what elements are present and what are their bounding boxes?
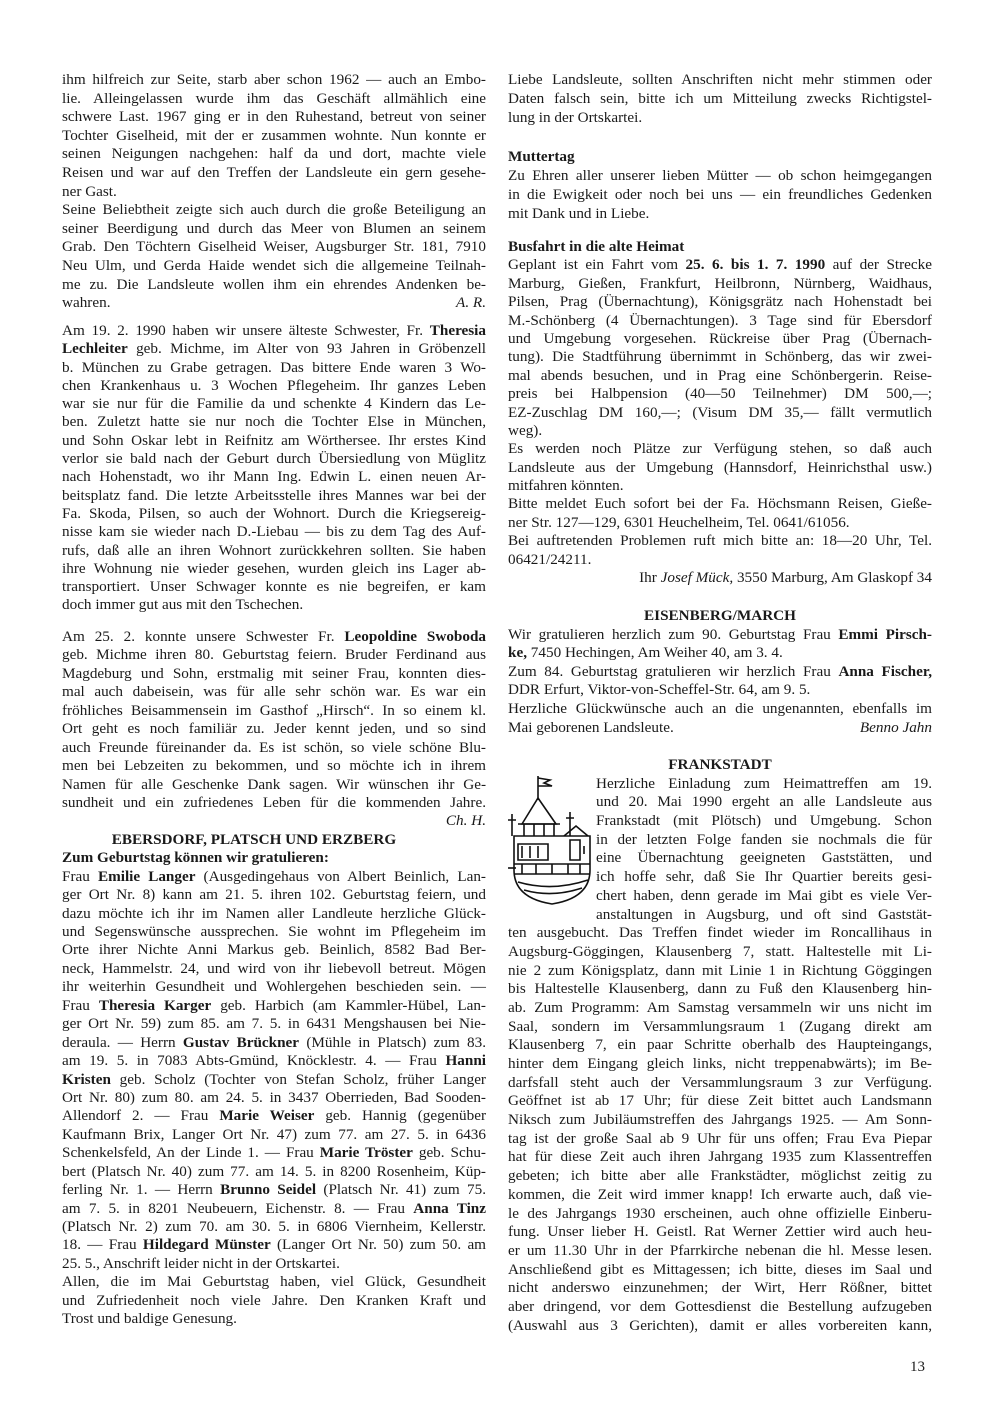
- paragraph: [62, 71, 486, 201]
- article-obituary-lechleiter: [62, 322, 486, 615]
- text-line: in die Ewigkeit oder noch bei uns — ein freundliches Gedenken: [508, 186, 932, 203]
- text-run: 7450 Hechingen, Am Weiher 40, am 3. 4.: [526, 644, 783, 662]
- text-run: geb. Michme, im Alter von 93 Jahren in Gröbenzell: [127, 340, 486, 358]
- text-line: beitsplatz fand. Die letzte Arbeitsstelle ihres Mannes war bei der: [62, 486, 486, 504]
- text-line: Pilsen, Prag (Übernachtung), Königsgrätz nach Hohenstadt bei: [508, 293, 932, 311]
- paragraph: [62, 201, 486, 313]
- text-line: [62, 628, 486, 646]
- text-line: Magdeburg und Sohn, erstmalig mit seiner Frau, konnten dies-: [62, 664, 486, 682]
- text-line: [62, 997, 486, 1015]
- text-run: Frau: [62, 867, 98, 885]
- text-line: geb. Michme ihren 80. Geburtstag feiern. Bruder Ferdinand aus: [62, 646, 486, 664]
- paragraph: [508, 924, 932, 1335]
- paragraph: [62, 628, 486, 831]
- text-line: doch immer gut aus mit den Tschechen.: [62, 596, 304, 614]
- section-heading: EBERSDORF, PLATSCH UND ERZBERG: [111, 830, 397, 848]
- text-line: Fa. Skoda, Pilsen, so auch der Wohnort. Durch die Kriegsereig-: [62, 504, 486, 522]
- text-line: gebeten; ich bitte aber alle Frankstädter, möglichst zeitig zu: [508, 1167, 932, 1185]
- bold-name: Theresia: [429, 322, 486, 339]
- text-line: dazu möchte ich ihr im Namen aller Landleute herzliche Glück-: [62, 904, 486, 922]
- text-line: Ort geht es noch familiär zu. Jeder kennt jeden, und so sind: [62, 720, 486, 738]
- text-line: chen Krankenhaus u. 3 Wochen Pflegeheim. Ihr ganzes Leben: [62, 376, 486, 394]
- text-line: ben. Zuletzt hatte sie nur noch die Tochter Else in München,: [62, 413, 486, 431]
- text-line: [508, 719, 932, 738]
- text-line: ner Gast.: [62, 182, 117, 200]
- paragraph: [508, 700, 932, 737]
- author-signature: Benno Jahn: [859, 718, 932, 736]
- text-line: ger Ort Nr. 8) kann am 21. 5. ihren 102. Geburtstag feiern, und: [62, 886, 486, 904]
- text-line: Grab. Den Töchtern Giselheid Weiser, Augsburger Str. 181, 7910: [62, 238, 486, 256]
- text-line: Zu Ehren aller unserer lieben Mütter — ob schon heimgegangen: [508, 167, 932, 184]
- text-line: hat für diese Zeit auch ihren Jahrgang 1935 zum Klassentreffen: [508, 1148, 932, 1166]
- bold-name: Hanni: [445, 1052, 486, 1070]
- text-line: Trost und baldige Genesung.: [62, 1310, 237, 1328]
- subheading: Busfahrt in die alte Heimat: [508, 238, 685, 255]
- text-line: und Segenswünsche aussprechen. Sie wohnt im Pflegeheim im: [62, 923, 486, 940]
- text-line: ab. Zum Programm: Am Samstag versammeln wir uns nicht im: [508, 998, 932, 1016]
- text-line: fröhliches Beisammensein im Gasthof „Hirsch“. In so einem kl.: [62, 701, 486, 719]
- text-run: geb. Scholz (Tochter von Stefan Scholz, früher Langer: [110, 1070, 486, 1088]
- section-busfahrt: [508, 238, 932, 587]
- bold-name: Marie Weiser: [219, 1107, 315, 1125]
- text-line: bis Haltestelle Klausenberg, dann zu Fuß den Klausenberg hin-: [508, 980, 932, 998]
- paragraph: [508, 532, 932, 569]
- page-number: 13: [910, 1359, 925, 1375]
- text-line: DDR Erfurt, Viktor-von-Scheffel-Str. 64, am 9. 5.: [508, 681, 811, 699]
- text-line: [62, 294, 486, 313]
- text-line: aber dringend, vor dem Gottesdienst die Bestellung aufzugeben: [508, 1297, 932, 1315]
- text-line: preis bei Halbpension (40—50 Teilnehmer) DM 500,—;: [508, 385, 932, 403]
- bold-name: Lechleiter: [62, 340, 128, 358]
- text-line: EZ-Zuschlag DM 160,—; (Visum DM 35,— fällt vermutlich: [508, 403, 932, 421]
- bold-name: ke,: [508, 644, 527, 662]
- signature-line: [508, 569, 932, 587]
- section-heading: EISENBERG/MARCH: [644, 607, 796, 624]
- text-line: tag ist der große Saal ab 9 Uhr für uns offen; Frau Eva Piepar: [508, 1129, 932, 1147]
- text-line: in der letzten Folge fanden sie nochmals die für: [596, 830, 932, 848]
- text-line: darfsfall steht auch der Versammlungsraum 3 zur Verfügung.: [508, 1073, 932, 1091]
- text-line: hinter dem Eingang gleich links, nicht treppenabwärts); im Be-: [508, 1055, 932, 1072]
- text-line: sundheit und ein zufriedenes Leben für die kommenden Jahre.: [62, 793, 486, 811]
- bold-name: Emilie Langer: [97, 867, 196, 885]
- bold-name: Theresia Karger: [98, 996, 212, 1014]
- text-line: M.-Schönberg (4 Übernachtungen). 3 Tage sind für Ebersdorf: [508, 311, 932, 329]
- text-line: rufs, daß alle an ihren Wohnort zurückkehren sollten. Sie haben: [62, 541, 486, 559]
- text-run: Ihr: [639, 569, 661, 587]
- text-run: auf der Strecke: [825, 256, 933, 274]
- text-run: (Platsch Nr. 41) zum 75.: [316, 1181, 486, 1199]
- text-line: schwere Last. 1967 ging er in den Ruhestand, betreut von seiner: [62, 108, 486, 126]
- text-line: fung. Unser lieber H. Geistl. Rat Werner Zettier wird auch heu-: [508, 1223, 932, 1241]
- text-line: ihr weiterhin Gesundheit und Wohlergehen beschieden sein. —: [62, 978, 486, 996]
- text-line: Namen für alle Geschenke Dank sagen. Wir wünschen ihr Ge-: [62, 775, 486, 793]
- text-line: ihre Wohnung nie wieder gesehen, wurden gleich ins Lager ab-: [62, 559, 486, 577]
- text-line: 25. 5., Anschrift leider nicht in der Ortskartei.: [62, 1254, 340, 1272]
- text-line: [62, 812, 486, 830]
- text-run: (Ausgedingehaus von Albert Beinlich, Lan-: [195, 867, 486, 885]
- text-line: auch Freunde füreinander da. Es ist schön, so viele schöne Blu-: [62, 738, 486, 756]
- text-line: weg).: [508, 421, 543, 439]
- text-run: wahren.: [62, 294, 111, 312]
- bold-name: Brunno Seidel: [220, 1181, 317, 1199]
- text-line: le des Jahrgangs 1930 erscheinen, auch ohne offizielle Einberu-: [508, 1204, 932, 1222]
- text-line: [62, 322, 486, 340]
- author-signature: A. R.: [456, 294, 486, 312]
- text-run: Mai geborenen Landsleute.: [508, 718, 674, 736]
- author-signature: Ch. H.: [445, 812, 486, 830]
- text-line: [62, 1071, 486, 1089]
- bold-name: Marie Tröster: [319, 1144, 413, 1162]
- text-line: ich hoffe sehr, daß Sie Ihr Quartier bereits gesi-: [596, 868, 932, 886]
- text-line: Neu Ulm, und Gerda Haide wendet sich die allgemeine Teilnah-: [62, 256, 486, 274]
- text-run: (Langer Ort Nr. 50) zum 50. am: [270, 1236, 486, 1254]
- text-line: und Sohn Oskar lebt in Reifnitz am Wörthersee. Ihr erstes Kind: [62, 431, 486, 449]
- text-line: mal abends besuchen, und in Prag eine Schönbergerin. Reise-: [508, 366, 932, 384]
- text-run: deraula. — Herrn: [62, 1033, 183, 1051]
- text-line: ger Ort Nr. 59) zum 85. am 7. 5. in 6431 Mengshausen bei Nie-: [62, 1015, 486, 1033]
- text-line: und Zufriedenheit noch viele Jahre. Den Kranken Kraft und: [62, 1291, 486, 1309]
- text-run: Schenkelsfeld, An der Linde 1. — Frau: [62, 1144, 320, 1162]
- text-run: Wir gratulieren herzlich zum 90. Geburtstag Frau: [508, 625, 839, 643]
- text-line: lie. Alleingelassen wurde ihm das Geschäft allmählich eine: [62, 89, 486, 107]
- text-run: geb. Hannig (gegenüber: [314, 1107, 486, 1125]
- text-line: nach Hohenstadt, wo ihr Mann Ing. Edwin L. einen neuen Ar-: [62, 468, 486, 486]
- text-line: Landsleute aus der Umgebung (Hannsdorf, Heinrichsthal usw.): [508, 458, 932, 476]
- text-line: seiner Beerdigung und durch das Meer von Blumen an seinem: [62, 219, 486, 237]
- text-run: geb. Schu-: [412, 1144, 486, 1162]
- bold-name: Hildegard Münster: [142, 1236, 271, 1254]
- text-line: Augsburg-Göggingen, Klausenberg 7, statt. Haltestelle mit Li-: [508, 942, 932, 960]
- text-line: mitfahren könnten.: [508, 477, 624, 495]
- text-line: [508, 626, 932, 645]
- text-line: kommen, die Zeit wird immer knapp! Ich erwarte auch, daß vie-: [508, 1185, 932, 1203]
- text-run: am 7. 5. in 8201 Neubeuern, Eichenstr. 8. — Frau: [62, 1199, 414, 1217]
- text-line: [62, 1052, 486, 1070]
- text-line: [62, 1034, 486, 1052]
- text-line: [62, 340, 486, 358]
- text-line: Anschließend gibt es Mittagessen; ich bitte, dieses im Saal und: [508, 1260, 932, 1278]
- text-line: Liebe Landsleute, sollten Anschriften nicht mehr stimmen oder: [508, 71, 932, 88]
- text-line: seinen Neigungen nachgehen: half da und dort, machte viele: [62, 145, 486, 163]
- bold-name: Kristen: [62, 1070, 111, 1088]
- text-run: 3550 Marburg, Am Glaskopf 34: [733, 569, 932, 587]
- text-line: ner Str. 127—129, 6301 Heuchelheim, Tel. 0641/61056.: [508, 513, 850, 531]
- text-line: verlor sie bald nach der Geburt durch Übersiedlung von Müglitz: [62, 450, 486, 468]
- text-line: [62, 1200, 486, 1218]
- text-line: bert (Platsch Nr. 40) zum 77. am 14. 5. in 8200 Rosenheim, Küp-: [62, 1162, 486, 1180]
- text-run: ferling Nr. 1. — Herrn: [62, 1181, 221, 1199]
- text-line: Niksch zum Jubiläumstreffen des Jahrgangs 1925. — Am Sonn-: [508, 1111, 932, 1129]
- text-line: [62, 1144, 486, 1162]
- subheading: Zum Geburtstag können wir gratulieren:: [62, 849, 329, 867]
- text-run: Frau: [62, 996, 99, 1014]
- text-line: tung). Die Stadtführung übernimmt in Schönberg, das wir zwei-: [508, 348, 932, 366]
- text-line: (Auswahl aus 3 Gerichten), damit er alles vorbereiten kann,: [508, 1316, 932, 1334]
- paragraph: [508, 440, 932, 495]
- text-line: Frankstadt (mit Plötsch) und Umgebung. Schon: [596, 812, 932, 830]
- article-obituary-end: [62, 71, 486, 313]
- text-line: Kaufmann Brix, Langer Ort Nr. 47) zum 77. am 27. 5. in 6436: [62, 1125, 486, 1143]
- bold-name: Emmi Pirsch-: [838, 625, 932, 643]
- text-line: [62, 1181, 486, 1199]
- text-line: Seine Beliebtheit zeigte sich auch durch die große Beteiligung an: [62, 201, 486, 219]
- paragraph: [62, 868, 486, 1274]
- text-run: Allendorf 2. — Frau: [62, 1107, 220, 1125]
- bold-name: Anna Fischer,: [838, 662, 932, 680]
- section-ebersdorf: [62, 628, 486, 1329]
- paragraph: [62, 1273, 486, 1328]
- text-line: Bitte meldet Euch sofort bei der Fa. Höchsmann Reisen, Gieße-: [508, 495, 932, 513]
- text-line: Allen, die im Mai Geburtstag haben, viel Glück, Gesundheit: [62, 1273, 486, 1291]
- text-line: Daten falsch sein, bitte ich um Mitteilung zwecks Richtigstel-: [508, 90, 932, 107]
- text-line: men bei Lebzeiten zu bekommen, und so möchte ich in ihrem: [62, 757, 486, 775]
- text-line: Herzliche Einladung zum Heimattreffen am 19.: [596, 774, 932, 792]
- text-line: mit Dank und in Liebe.: [508, 205, 650, 222]
- text-line: [62, 1236, 486, 1254]
- paragraph: [62, 322, 486, 615]
- text-line: anstaltungen in Augsburg, und oft sind Gaststät-: [596, 905, 932, 923]
- text-run: Am 25. 2. konnte unsere Schwester Fr.: [62, 628, 345, 645]
- text-run: Am 19. 2. 1990 haben wir unsere älteste Schwester, Fr.: [62, 322, 430, 339]
- text-line: war sie nur für die Familie da und schenkte 4 Kindern das Le-: [62, 395, 486, 413]
- text-line: 06421/24211.: [508, 550, 592, 568]
- text-line: (Platsch Nr. 2) zum 70. am 30. 5. in 6806 Viernheim, Kellerstr.: [62, 1218, 486, 1235]
- bold-name: Gustav Brückner: [182, 1033, 300, 1051]
- text-line: Marburg, Gießen, Frankfurt, Heilbronn, Nürnberg, Waidhaus,: [508, 274, 932, 292]
- text-line: er um 11.30 Uhr in der Pfarrkirche nebenan die hl. Messe lesen.: [508, 1241, 932, 1259]
- section-eisenberg-march: [508, 607, 932, 737]
- subheading: Muttertag: [508, 148, 575, 165]
- text-line: Geöffnet ist ab 17 Uhr; für diese Zeit bittet auch Landsmann: [508, 1092, 932, 1110]
- text-line: ten ausgebucht. Das Treffen findet wieder im Roncallihaus in: [508, 924, 932, 942]
- text-line: nicht anderswo einzunehmen; der Wirt, Herr Rößner, bittet: [508, 1279, 932, 1297]
- text-line: [508, 644, 932, 663]
- bold-name: 25. 6. bis 1. 7. 1990: [685, 256, 826, 274]
- paragraph: [508, 663, 932, 700]
- text-line: [62, 1107, 486, 1125]
- paragraph: [508, 495, 932, 532]
- text-line: Klausenberg 7, ein paar Schritte oberhalb des Haupteingangs,: [508, 1036, 932, 1054]
- bold-name: Leopoldine Swoboda: [344, 628, 487, 645]
- section-heading: FRANKSTADT: [668, 756, 772, 773]
- italic-name: Josef Mück,: [660, 569, 734, 587]
- text-line: nisse kam sie wieder nach D.-Liebau — bis zu dem Tag des Auf-: [62, 523, 486, 541]
- paragraph: [508, 166, 932, 223]
- text-line: me zu. Die Landsleute wollen ihm ein ehrendes Andenken be-: [62, 275, 486, 293]
- text-run: (Mühle in Platsch) zum 83.: [299, 1033, 486, 1051]
- text-line: Saal, sondern im Versammlungsraum 1 (Zugang direkt am: [508, 1017, 932, 1035]
- frankstadt-coat-of-arms-illustration: [508, 774, 596, 906]
- text-run: am 19. 5. in 7083 Abts-Gmünd, Knöcklestr. 4. — Frau: [62, 1052, 446, 1070]
- text-line: [508, 663, 932, 682]
- text-line: mal auch dabeisein, was für alle sehr schön war. Es war ein: [62, 683, 486, 701]
- paragraph: [508, 70, 932, 127]
- text-line: Es werden noch Plätze zur Verfügung stehen, so daß auch: [508, 440, 932, 458]
- text-run: 18. — Frau: [62, 1236, 143, 1254]
- paragraph: [508, 626, 932, 663]
- text-run: geb. Harbich (am Kammler-Hübel, Lan-: [211, 996, 486, 1014]
- text-line: Bei auftretenden Problemen ruft mich bitte an: 18—20 Uhr, Tel.: [508, 532, 932, 550]
- text-run: Geplant ist ein Fahrt vom: [508, 256, 686, 274]
- text-line: Orte ihrer Nichte Anni Markus geb. Beinlich, 8582 Bad Ber-: [62, 941, 486, 959]
- bold-name: Anna Tinz: [413, 1199, 486, 1217]
- paragraph: [508, 256, 932, 440]
- text-line: lung in der Ortskartei.: [508, 109, 643, 126]
- text-line: Herzliche Glückwünsche auch an die ungenannten, ebenfalls im: [508, 699, 932, 717]
- text-line: neck, Hammelstr. 24, und wird von ihr liebevoll betreut. Mögen: [62, 959, 486, 977]
- text-line: ihm hilfreich zur Seite, starb aber schon 1962 — auch an Embo-: [62, 71, 486, 88]
- text-line: eine Übernachtung geeigneten Gaststätten, und: [596, 849, 932, 867]
- text-line: chert haben, denn gerade im Mai gibt es viele Ver-: [596, 886, 932, 904]
- text-line: [508, 256, 932, 274]
- text-line: und 20. Mai 1990 ergeht an alle Landsleute aus: [596, 793, 932, 811]
- text-line: transportiert. Unser Schwager konnte es nie begreifen, er kam: [62, 578, 486, 596]
- text-run: Zum 84. Geburtstag gratulieren wir herzlich Frau: [508, 662, 839, 680]
- text-line: Reisen und war auf den Treffen der Landsleute ein gern gesehe-: [62, 163, 486, 181]
- text-line: b. München zu Grabe getragen. Das bittere Ende waren 3 Wo-: [62, 358, 486, 376]
- notice-address-updates: [508, 70, 932, 127]
- section-muttertag: [508, 147, 932, 223]
- text-line: Tochter Giselheid, mit der er zusammen wohnte. Nun konnte er: [62, 126, 486, 144]
- text-line: Ort Nr. 80) zum 80. am 24. 5. in 3437 Oberrieden, Bad Sooden-: [62, 1088, 486, 1106]
- text-line: [62, 868, 486, 886]
- text-line: und Umgebung vorgesehen. Rückreise über Prag (Übernach-: [508, 329, 932, 347]
- text-line: nie 2 zum Königsplatz, dann mit Linie 1 in Richtung Göggingen: [508, 961, 932, 979]
